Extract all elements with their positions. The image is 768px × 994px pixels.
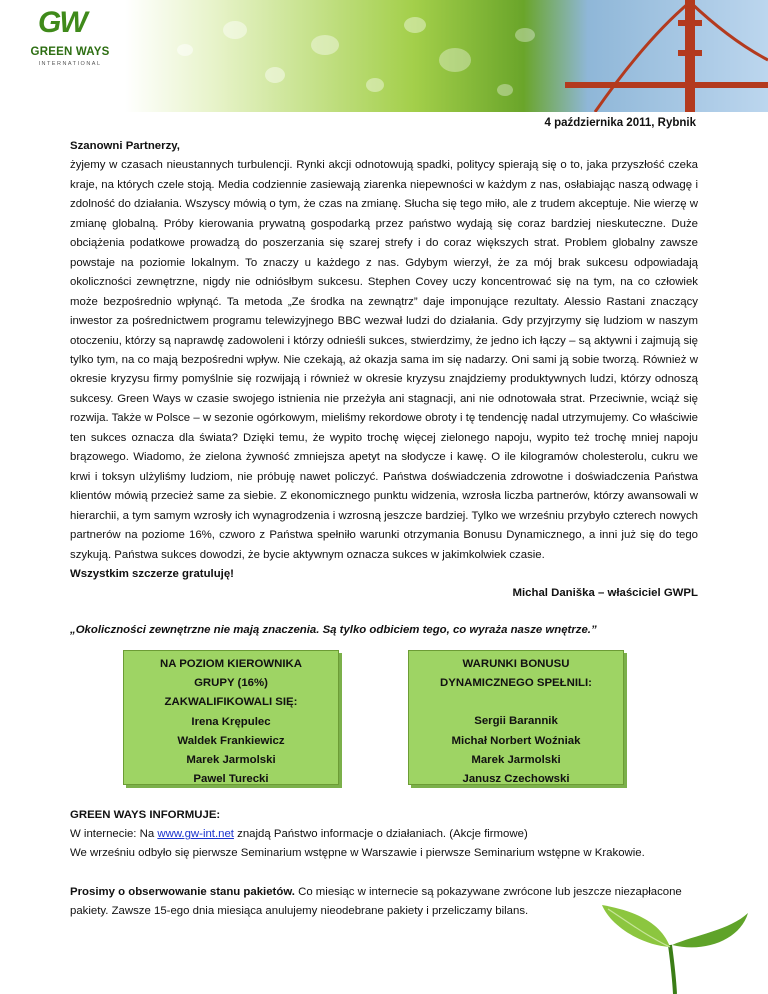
letterhead [0,0,768,112]
news-line-seminars: We wrześniu odbyło się pierwsze Seminarium wstępne w Warszawie i pierwsze Seminarium wstępne w Krakowie. [70,847,645,860]
box-spacer [409,693,623,712]
logo-mark: GW [38,6,86,39]
letter-date: 4 października 2011, Rybnik [544,117,696,129]
qualifier-name: Irena Krępulec [191,715,271,728]
letter-closing: Wszystkim szczerze gratuluję! [70,567,234,580]
notice-bold: Prosimy o obserwowanie stanu pakietów. [70,885,295,898]
qualifier-name: Waldek Frankiewicz [177,734,285,747]
box-title-line: GRUPY (16%) [194,677,268,690]
qualifier-name: Sergii Barannik [474,715,558,728]
box-title-line: WARUNKI BONUSU [462,658,570,670]
qualifier-name: Pawel Turecki [193,773,269,786]
leaf-sprout-icon [600,905,750,994]
motto-quote: „Okoliczności zewnętrzne nie mają znaczenia. Są tylko odbiciem tego, co wyraża nasze wnętrze.” [70,623,597,636]
logo-subtitle: INTERNATIONAL [38,61,102,67]
box-title-line: NA POZIOM KIEROWNIKA [160,658,302,670]
logo-name: GREEN WAYS [30,46,110,58]
website-link[interactable]: www.gw-int.net [157,828,234,841]
letter-paragraph: żyjemy w czasach nieustannych turbulencji. Rynki akcji odnotowują spadki, politycy spierają się o to, jaka przyszłość czeka kraje, na których czele stoją. Media codziennie zasiewają ziarenka niepewności w każdym z nas, osłabiając naszą odwagę i zdolność do działania. Wszyscy mówią o tym, że czas na zmianę. Słucha się tego miło, ale z trudem akceptuje. Nie wierzę w zmianę globalną. Próby kierowania prywatną gospodarką przez państwo wydają się coraz bardziej nieskuteczne. Duże obciążenia podatkowe prowadzą do poszerzania się szarej strefy i do coraz większych strat. Problem globalny zawsze powstaje na poziomie lokalnym. To znaczy u każdego z nas. Gdybym wierzył, że za mój brak sukcesu odpowiadają okoliczności zewnętrzne, nigdy nie odniósłbym sukcesu. Stephen Covey uczy koncentrować się na tym, na co człowiek może bezpośrednio wpłynąć. Ta metoda „Ze środka na zewnątrz” daje imponujące rezultaty. Alessio Rastani znaczący inwestor za pośrednictwem programu telewizyjnego BBC wezwał ludzi do działania. Gdy przyjrzymy się ludziom w naszym otoczeniu, którzy są naprawdę zadowoleni i którzy odnieśli sukces, stwierdzimy, że jedno ich łączy – są aktywni i zajmują się tylko tym, na co mają bezpośredni wpływ. Nie czekają, aż okazja sama im się nadarzy. Oni sami ją sobie tworzą. Również w okresie kryzysu firmy pomyślnie się rozwijają i również w okresie kryzysu znajdziemy produktywnych ludzi, którzy odnoszą sukcesy. Green Ways w czasie swojego istnienia nie przeżyła ani stagnacji, ani nie odnotowała strat. Przeciwnie, wciąż się rozwija. Także w Polsce – w sezonie ogórkowym, mieliśmy rekordowe obroty i tę tendencję nadal utrzymujemy. Co właściwie ten sukces oznacza dla świata? Dzięki temu, że wypito trochę więcej zielonego napoju, wypito też trochę mniej napoju brązowego. Wiadomo, że zielona żywność zmniejsza apetyt na słodycze i kawę. O ile kilogramów cholesterolu, cukru we krwi i toksyn ulżyliśmy ludziom, nie próbuję nawet policzyć. Państwa doświadczenia zdrowotne i doświadczenia Państwa klientów mówią przecież same za siebie. Z ekonomicznego punktu widzenia, wzrosła liczba partnerów, którzy awansowali w hierarchii, a tym samym wzrosły ich wynagrodzenia i wzrosną jeszcze bardziej. Tylko we wrześniu przybyło czterech nowych partnerów na poziome 16%, czworo z Państwa spełniło warunki otrzymania Bonusu Dynamicznego, a inni już się do tego szykują. Państwa sukces dowodzi, że bycie aktywnym oznacza sukces w jakimkolwiek czasie. [70,159,699,561]
letter-greeting: Szanowni Partnerzy, [70,140,180,152]
news-line-website [70,825,698,844]
notice-text: Co miesiąc w internecie są pokazywane zwrócone lub jeszcze niezapłacone pakiety. Zawsze 15-ego dnia miesiąca anulujemy nieodebrane pakiety i przeliczamy bilans. [70,885,682,917]
news-heading: GREEN WAYS INFORMUJE: [70,809,221,821]
box-title-line: DYNAMICZNEGO SPEŁNILI: [440,677,592,690]
news-text: znajdą Państwo informacje o działaniach. (Akcje firmowe) [233,828,528,841]
qualifier-name: Janusz Czechowski [462,773,570,786]
letter-body [70,137,698,640]
news-text: W internecie: Na [70,828,158,841]
news-section [70,806,698,921]
group-manager-qualifiers-box [123,650,339,785]
header-banner-image [125,0,768,112]
box-title-line: ZAKWALIFIKOWALI SIĘ: [164,696,298,709]
green-ways-logo [20,6,120,76]
qualifier-name: Michał Norbert Woźniak [451,734,581,747]
qualifier-name: Marek Jarmolski [186,754,276,767]
qualifier-name: Marek Jarmolski [471,753,561,766]
dynamic-bonus-qualifiers-box [408,650,624,785]
banner-illustration [125,0,768,112]
letter-signature: Michal Daniška – właściciel GWPL [512,587,698,600]
